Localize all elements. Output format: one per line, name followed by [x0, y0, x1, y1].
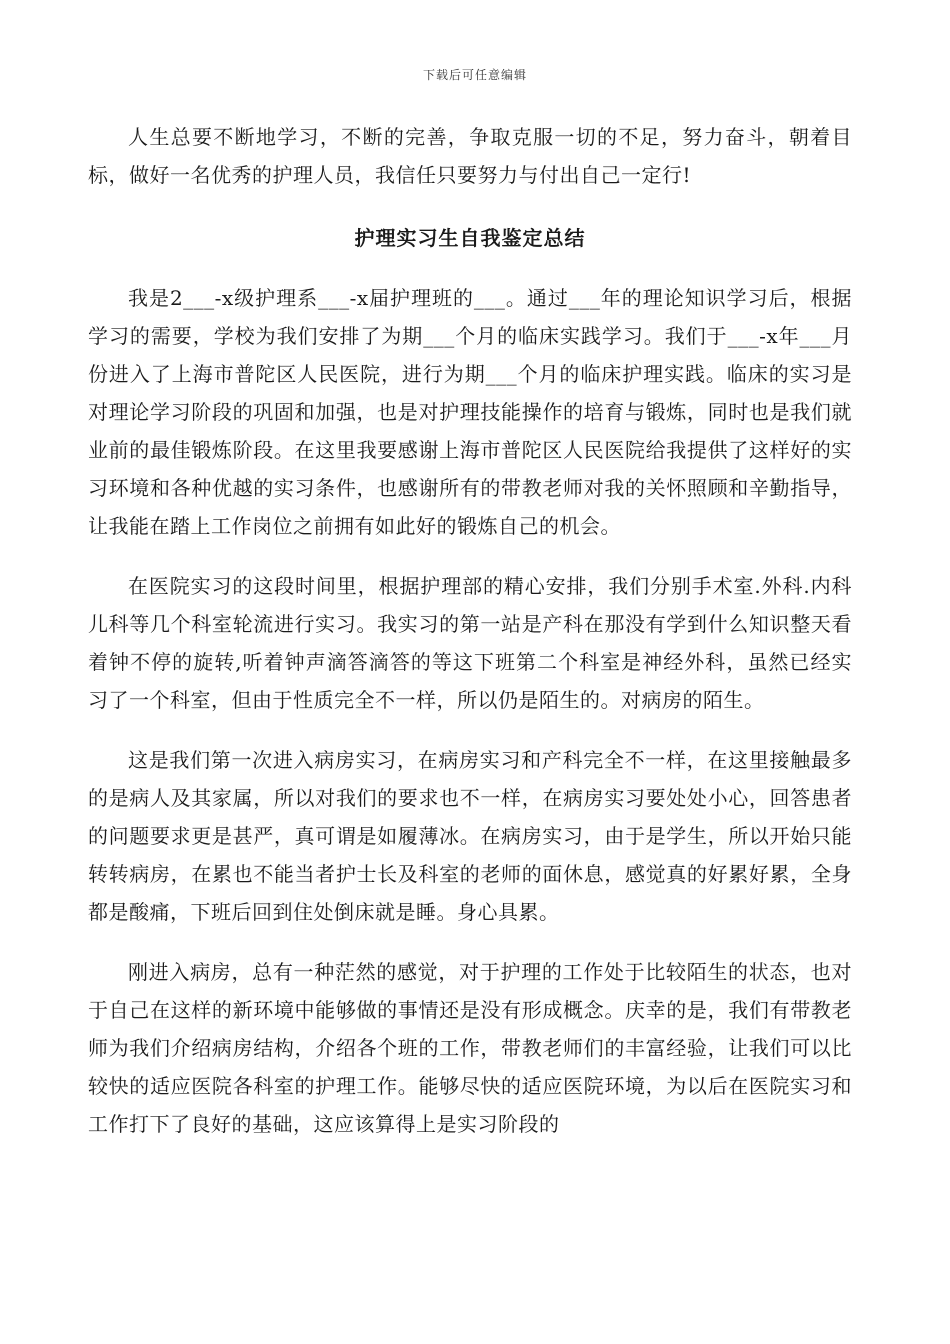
intro-paragraph: 人生总要不断地学习，不断的完善，争取克服一切的不足，努力奋斗，朝着目标，做好一名优秀的护理人员，我信任只要努力与付出自己一定行! — [88, 125, 852, 187]
document-title: 护理实习生自我鉴定总结 — [354, 226, 586, 250]
body-paragraph-1: 我是2___-x级护理系___-x届护理班的___。通过___年的理论知识学习后，根据学习的需要，学校为我们安排了为期___个月的临床实践学习。我们于___-x年___月份进入了上海市普陀区人民医院，进行为期___个月的临床护理实践。临床的实习是对理论学习阶段的巩固和加强，也是对护理技能操作的培育与锻炼，同时也是我们就业前的最佳锻炼阶段。在这里我要感谢上海市普陀区人民医院给我提供了这样好的实习环境和各种优越的实习条件，也感谢所有的带教老师对我的关怀照顾和辛勤指导，让我能在踏上工作岗位之前拥有如此好的锻炼自己的机会。 — [88, 286, 852, 538]
body-paragraph-3: 这是我们第一次进入病房实习，在病房实习和产科完全不一样，在这里接触最多的是病人及其家属，所以对我们的要求也不一样，在病房实习要处处小心，回答患者的问题要求更是甚严，真可谓是如履薄冰。在病房实习，由于是学生，所以开始只能转转病房，在累也不能当者护士长及科室的老师的面休息，感觉真的好累好累，全身都是酸痛，下班后回到住处倒床就是睡。身心具累。 — [88, 748, 852, 924]
body-paragraph-4: 刚进入病房，总有一种茫然的感觉，对于护理的工作处于比较陌生的状态，也对于自己在这样的新环境中能够做的事情还是没有形成概念。庆幸的是，我们有带教老师为我们介绍病房结构，介绍各个班的工作，带教老师们的丰富经验，让我们可以比较快的适应医院各科室的护理工作。能够尽快的适应医院环境，为以后在医院实习和工作打下了良好的基础，这应该算得上是实习阶段的 — [88, 960, 852, 1136]
document-body — [88, 118, 852, 1143]
body-paragraph-2: 在医院实习的这段时间里，根据护理部的精心安排，我们分别手术室.外科.内科儿科等几个科室轮流进行实习。我实习的第一站是产科在那没有学到什么知识整天看着钟不停的旋转,听着钟声滴答滴答的等这下班第二个科室是神经外科，虽然已经实习了一个科室，但由于性质完全不一样，所以仍是陌生的。对病房的陌生。 — [88, 574, 852, 712]
header-note: 下载后可任意编辑 — [422, 68, 527, 82]
